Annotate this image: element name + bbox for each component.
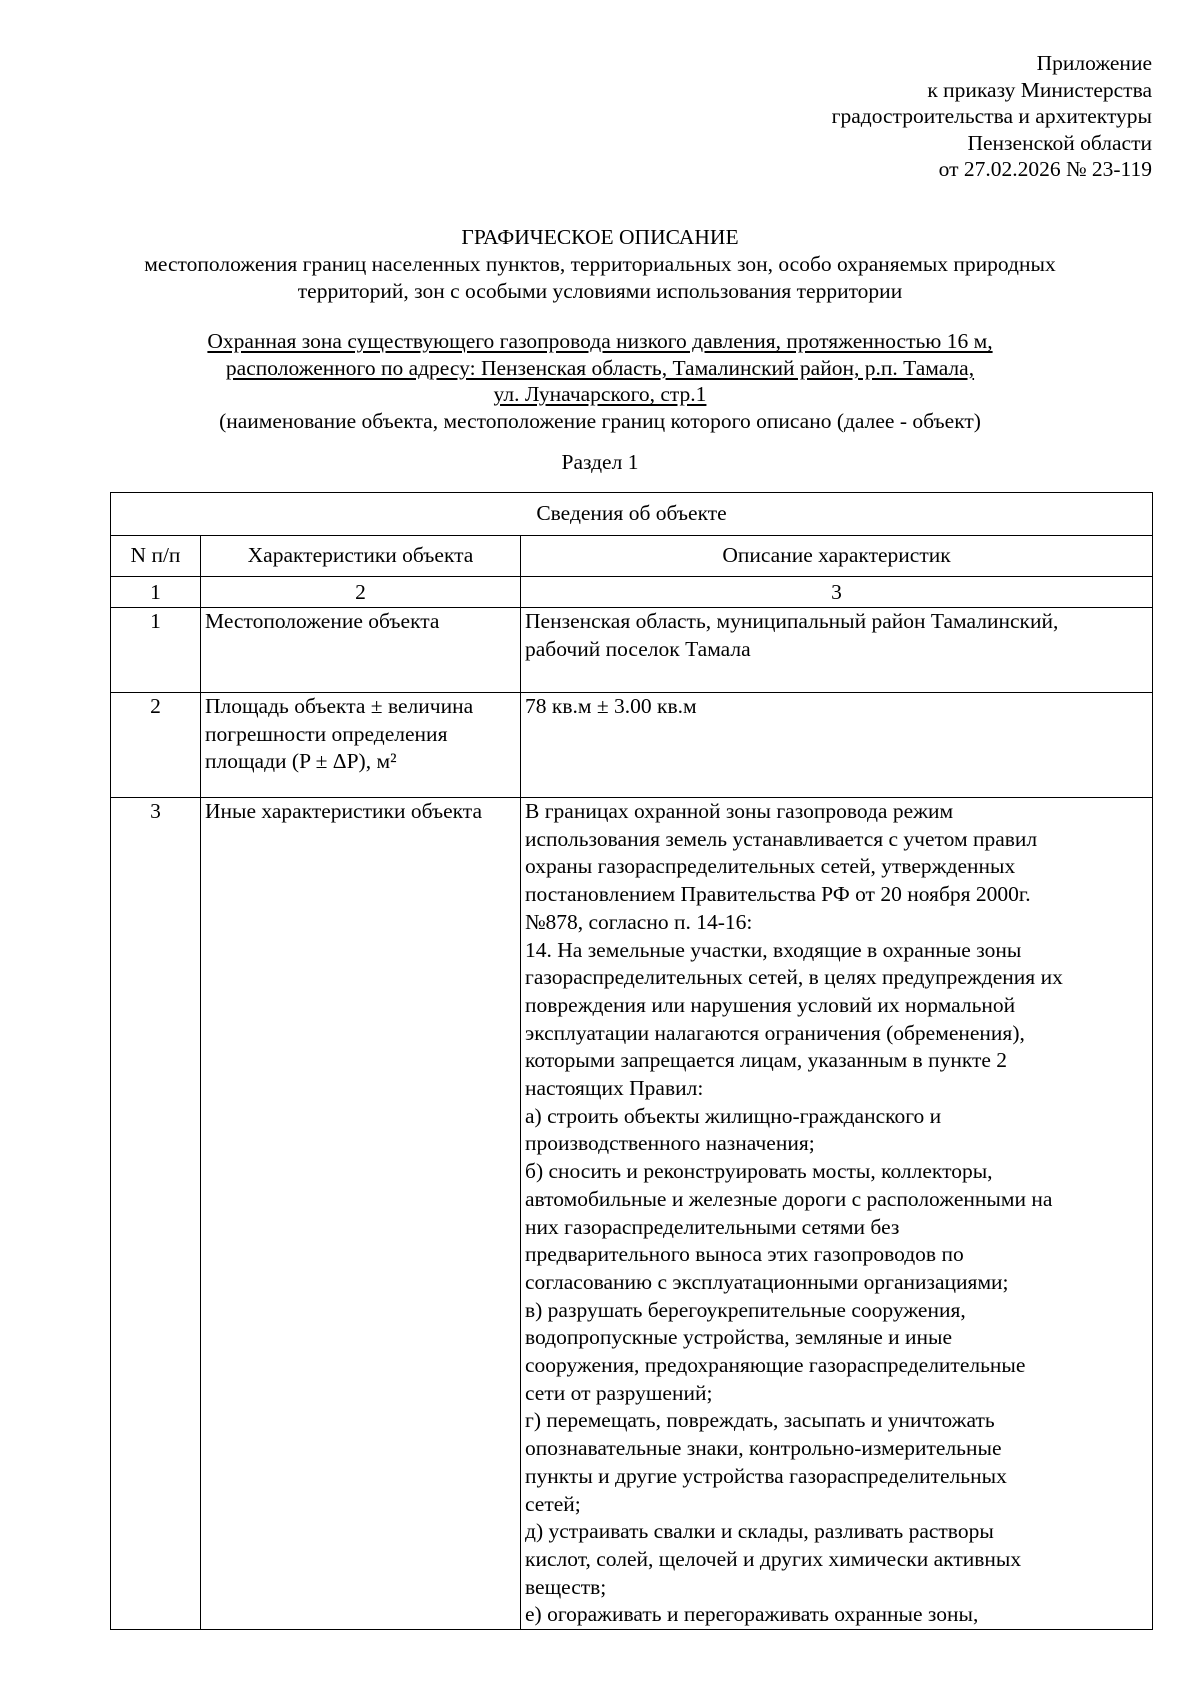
description-line: автомобильные и железные дороги с расположенными на (525, 1186, 1053, 1211)
description-line: в) разрушать берегоукрепительные сооружения, (525, 1297, 966, 1322)
characteristic-line: Площадь объекта ± величина (205, 694, 474, 718)
description-line: которыми запрещается лицам, указанным в пункте 2 (525, 1048, 1008, 1073)
description-line: б) сносить и реконструировать мосты, коллекторы, (525, 1159, 993, 1184)
description-line: а) строить объекты жилищно-гражданского и (525, 1103, 942, 1128)
description-line: сетей; (525, 1491, 581, 1516)
description-line: №878, согласно п. 14-16: (525, 909, 753, 934)
description-line: е) огораживать и перегораживать охранные зоны, (525, 1602, 979, 1627)
page-title: ГРАФИЧЕСКОЕ ОПИСАНИЕ (461, 225, 739, 249)
appendix-line: градостроительства и архитектуры (831, 104, 1152, 128)
description-line: Пензенская область, муниципальный район Тамалинский, (525, 609, 1059, 633)
column-number: 1 (111, 577, 201, 608)
column-number: 3 (521, 577, 1153, 608)
description-line: кислот, солей, щелочей и других химически активных (525, 1546, 1022, 1571)
description-line: постановлением Правительства РФ от 20 ноября 2000г. (525, 882, 1031, 907)
appendix-line: к приказу Министерства (927, 77, 1152, 102)
row-characteristic: Иные характеристики объекта (201, 798, 521, 1630)
description-line: охраны газораспределительных сетей, утвержденных (525, 854, 1016, 879)
description-line: эксплуатации налагаются ограничения (обременения), (525, 1020, 1025, 1045)
description-line: 14. На земельные участки, входящие в охранные зоны (525, 937, 1022, 962)
header-characteristics: Характеристики объекта (201, 536, 521, 577)
description-line: д) устраивать свалки и склады, разливать растворы (525, 1519, 994, 1544)
object-name-line: расположенного по адресу: Пензенская область, Тамалинский район, р.п. Тамала, (225, 355, 975, 380)
description-line: сооружения, предохраняющие газораспределительные (525, 1353, 1026, 1378)
table-row (111, 608, 1153, 693)
description-line: водопропускные устройства, земляные и иные (525, 1325, 953, 1350)
description-line: использования земель устанавливается с учетом правил (525, 826, 1038, 851)
description-line: рабочий поселок Тамала (525, 636, 751, 661)
table-header-row (111, 536, 1153, 577)
description-line: опознавательные знаки, контрольно-измерительные (525, 1436, 1002, 1461)
description-line: настоящих Правил: (525, 1076, 704, 1101)
row-number: 3 (111, 798, 201, 1630)
appendix-order-date: от 27.02.2026 № 23-119 (938, 157, 1152, 181)
appendix-line: Пензенской области (967, 130, 1152, 155)
object-name-line: Охранная зона существующего газопровода низкого давления, протяженностью 16 м, (207, 329, 993, 353)
column-number-row (111, 577, 1153, 608)
row-characteristic: Местоположение объекта (201, 608, 521, 693)
header-number: N п/п (111, 536, 201, 577)
description-line: г) перемещать, повреждать, засыпать и уничтожать (525, 1408, 995, 1433)
object-info-table (110, 492, 1153, 1630)
title-subline: территорий, зон с особыми условиями использования территории (297, 279, 903, 303)
row-number: 2 (111, 693, 201, 798)
row-description (521, 798, 1153, 1630)
description-line: В границах охранной зоны газопровода режим (525, 799, 954, 823)
description-line: повреждения или нарушения условий их нормальной (525, 992, 1016, 1017)
appendix-line: Приложение (1036, 51, 1152, 75)
description-line: предварительного выноса этих газопроводов по (525, 1242, 964, 1267)
description-line: производственного назначения; (525, 1131, 815, 1156)
appendix-header (552, 50, 1152, 183)
object-name-block (48, 328, 1152, 434)
description-line: сети от разрушений; (525, 1380, 713, 1405)
table-row (111, 798, 1153, 1630)
row-characteristic (201, 693, 521, 798)
characteristic-line: площади (P ± ΔP), м² (205, 749, 397, 774)
description-line: 78 кв.м ± 3.00 кв.м (525, 694, 697, 718)
row-number: 1 (111, 608, 201, 693)
title-subline: местоположения границ населенных пунктов, территориальных зон, особо охраняемых природных (144, 252, 1056, 276)
table-caption-row (111, 493, 1153, 536)
row-description (521, 608, 1153, 693)
row-description (521, 693, 1153, 798)
object-name-line: ул. Луначарского, стр.1 (493, 382, 707, 406)
header-description: Описание характеристик (521, 536, 1153, 577)
description-line: газораспределительных сетей, в целях предупреждения их (525, 965, 1063, 990)
object-caption: (наименование объекта, местоположение границ которого описано (далее - объект) (219, 408, 981, 433)
description-line: согласованию с эксплуатационными организациями; (525, 1269, 1009, 1294)
section-label: Раздел 1 (561, 450, 639, 474)
description-line: пункты и другие устройства газораспределительных (525, 1463, 1007, 1488)
characteristic-line: погрешности определения (205, 721, 448, 746)
table-row (111, 693, 1153, 798)
table-caption: Сведения об объекте (111, 493, 1153, 536)
document-title (48, 224, 1152, 305)
column-number: 2 (201, 577, 521, 608)
description-line: веществ; (525, 1574, 607, 1599)
description-line: них газораспределительными сетями без (525, 1214, 900, 1239)
